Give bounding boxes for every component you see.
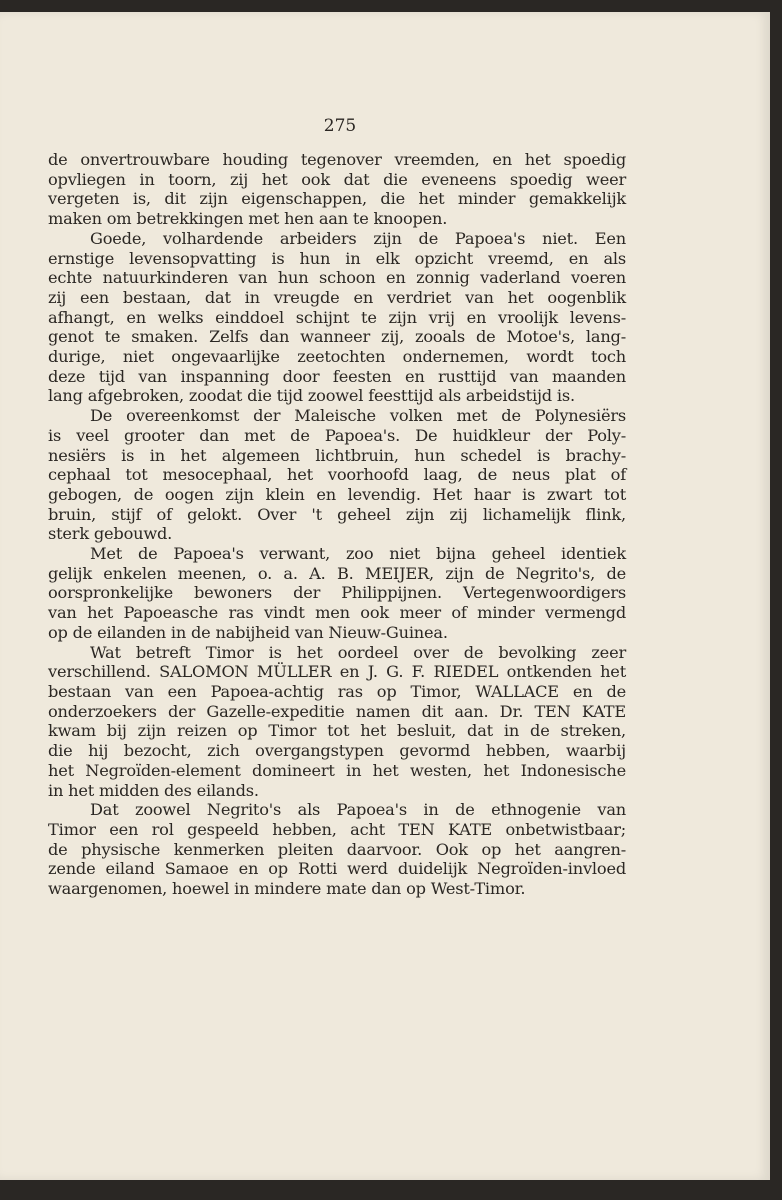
text-line: op de eilanden in de nabijheid van Nieuw-Guinea.	[48, 622, 448, 642]
text-line: zende eiland Samaoe en op Rotti werd duidelijk Negroïden-invloed	[48, 859, 626, 879]
text-line: bestaan van een Papoea-achtig ras op Timor, WALLACE en de	[48, 681, 626, 701]
text-line: cephaal tot mesocephaal, het voorhoofd laag, de neus plat of	[48, 465, 626, 485]
text-line: Goede, volhardende arbeiders zijn de Papoea's niet. Een	[90, 228, 626, 248]
text-line: Dat zoowel Negrito's als Papoea's in de ethnogenie van	[90, 800, 626, 820]
text-line: durige, niet ongevaarlijke zeetochten ondernemen, wordt toch	[48, 347, 626, 367]
text-line: de onvertrouwbare houding tegenover vreemden, en het spoedig	[48, 150, 626, 169]
text-line: De overeenkomst der Maleische volken met de Polynesiërs	[90, 406, 626, 426]
text-line: opvliegen in toorn, zij het ook dat die eveneens spoedig weer	[48, 169, 626, 189]
text-line: is veel grooter dan met de Papoea's. De huidkleur der Poly-	[48, 425, 626, 445]
text-line: vergeten is, dit zijn eigenschappen, die het minder gemakkelijk	[48, 189, 626, 209]
text-line: genot te smaken. Zelfs dan wanneer zij, zooals de Motoe's, lang-	[48, 327, 626, 347]
text-line: in het midden des eilands.	[48, 780, 259, 800]
book-page	[0, 12, 770, 1180]
text-line: gebogen, de oogen zijn klein en levendig. Het haar is zwart tot	[48, 484, 626, 504]
text-line: onderzoekers der Gazelle-expeditie namen dit aan. Dr. TEN KATE	[48, 701, 626, 721]
paragraph	[48, 406, 626, 544]
text-line: oorspronkelijke bewoners der Philippijnen. Vertegenwoordigers	[48, 583, 626, 603]
text-line: van het Papoeasche ras vindt men ook meer of minder vermengd	[48, 603, 626, 623]
text-line: Met de Papoea's verwant, zoo niet bijna geheel identiek	[90, 544, 626, 564]
text-line: verschillend. SALOMON MÜLLER en J. G. F. RIEDEL ontkenden het	[48, 662, 626, 682]
text-line: sterk gebouwd.	[48, 524, 173, 544]
text-line: de physische kenmerken pleiten daarvoor. Ook op het aangren-	[48, 839, 626, 859]
text-line: echte natuurkinderen van hun schoon en zonnig vaderland voeren	[48, 268, 626, 288]
text-line: zij een bestaan, dat in vreugde en verdriet van het oogenblik	[48, 287, 626, 307]
text-line: Wat betreft Timor is het oordeel over de bevolking zeer	[90, 642, 626, 662]
text-line: waargenomen, hoewel in mindere mate dan op West-Timor.	[48, 879, 526, 899]
body-text	[48, 150, 626, 899]
paragraph	[48, 150, 626, 229]
text-line: gelijk enkelen meenen, o. a. A. B. MEIJER, zijn de Negrito's, de	[48, 563, 626, 583]
page-number: 275	[323, 116, 357, 136]
text-line: maken om betrekkingen met hen aan te knoopen.	[48, 209, 448, 229]
text-line: nesiërs is in het algemeen lichtbruin, hun schedel is brachy-	[48, 445, 626, 465]
paragraph	[48, 643, 626, 801]
paragraph	[48, 229, 626, 406]
text-line: kwam bij zijn reizen op Timor tot het besluit, dat in de streken,	[48, 721, 626, 741]
text-line: ernstige levensopvatting is hun in elk opzicht vreemd, en als	[48, 248, 626, 268]
text-line: het Negroïden-element domineert in het westen, het Indonesische	[48, 760, 626, 780]
text-line: afhangt, en welks einddoel schijnt te zijn vrij en vroolijk levens-	[48, 307, 626, 327]
text-line: lang afgebroken, zoodat die tijd zoowel feesttijd als arbeidstijd is.	[48, 386, 575, 406]
text-line: die hij bezocht, zich overgangstypen gevormd hebben, waarbij	[48, 741, 626, 761]
text-line: deze tijd van inspanning door feesten en rusttijd van maanden	[48, 366, 626, 386]
paragraph	[48, 544, 626, 643]
text-line: bruin, stijf of gelokt. Over 't geheel zijn zij lichamelijk flink,	[48, 504, 626, 524]
paragraph	[48, 800, 626, 899]
text-line: Timor een rol gespeeld hebben, acht TEN KATE onbetwistbaar;	[48, 819, 626, 839]
